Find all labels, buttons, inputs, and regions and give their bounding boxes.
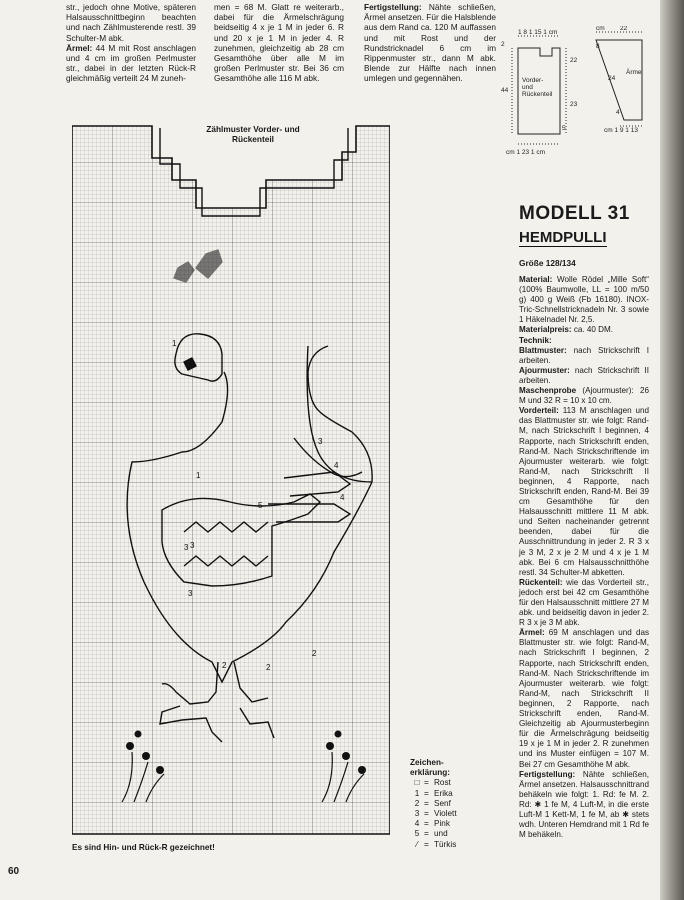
text-column-4 <box>519 275 649 840</box>
paragraph-text: ca. 40 DM. <box>571 325 614 335</box>
legend-symbol: 1 <box>414 788 420 798</box>
schematic-front-right-3: 5 <box>562 125 566 132</box>
chart-caption: Es sind Hin- und Rück-R gezeichnet! <box>72 843 215 852</box>
chart-number-label: 4 <box>340 493 345 502</box>
paragraph-text: (Ajourmuster): 26 M und 32 R = 10 x 10 cm. <box>519 386 649 406</box>
paragraph-heading: Rückenteil: <box>519 577 563 587</box>
legend-equals: = <box>424 829 429 839</box>
schematic-drawing <box>500 26 660 166</box>
legend-item <box>410 809 500 819</box>
paragraph <box>519 628 649 769</box>
paragraph-heading: Ajourmuster: <box>519 365 570 375</box>
paragraph-text: 44 M mit Rost anschlagen und 4 cm im großen Perlmuster str., dabei in der letzten Rück-R gleichmäßig verteilt 24 M zuneh- <box>66 42 196 84</box>
paragraph <box>519 366 649 386</box>
legend-heading-2: erklärung: <box>410 768 451 778</box>
paragraph <box>519 346 649 366</box>
model-number: MODELL 31 <box>519 203 630 224</box>
legend-label: Senf <box>434 798 451 808</box>
legend-label: Türkis <box>434 839 457 849</box>
chart-number-label: 4 <box>334 461 339 470</box>
paragraph-heading: Materialpreis: <box>519 325 572 335</box>
schematic-sleeve-top-value: 22 <box>620 26 628 32</box>
schematic-sleeve-top-unit: cm <box>596 26 605 32</box>
paragraph-text: str., jedoch ohne Motive, späteren Halsausschnittbeginn beachten und nach Zählmusterende restl. 39 Schulter-M abk. <box>66 2 196 43</box>
schematic-front-right-2: 23 <box>570 101 578 108</box>
paragraph-text: nach Strickschrift I arbeiten. <box>519 345 649 365</box>
paragraph <box>364 2 496 84</box>
paragraph-heading: Fertigstellung: <box>519 769 576 779</box>
paragraph <box>66 2 196 43</box>
legend-label: Violett <box>434 809 457 819</box>
legend-label: Rost <box>434 778 451 788</box>
legend-item <box>410 799 500 809</box>
legend-symbol: 5 <box>414 829 420 839</box>
schematic-front-left-2: 44 <box>501 87 509 94</box>
model-size: Größe 128/134 <box>519 258 576 268</box>
paragraph <box>214 2 344 84</box>
legend-equals: = <box>424 809 429 819</box>
text-column-2 <box>214 2 344 84</box>
paragraph-heading: Material: <box>519 275 553 284</box>
paragraph-heading: Blattmuster: <box>519 345 567 355</box>
paragraph <box>519 406 649 578</box>
binding-spine <box>660 0 684 900</box>
text-column-1 <box>66 2 196 84</box>
legend-equals: = <box>424 839 429 849</box>
chart-grid <box>72 122 390 842</box>
chart-number-label: 3 <box>318 437 323 446</box>
legend-equals: = <box>424 798 429 808</box>
paragraph-text: 113 M anschlagen und das Blattmuster str. wie folgt: Rand-M, nach Strickschrift I beginnen, 4 Rapporte, nach Strickschrift enden, Rand-M. Nach Strickschriftende im Ajourmuster weiterarb. wie folgt: Rand-M, nach Strickschrift II beginnen, 4 Rapporte, nach Strickschrift enden, Rand-M. Bei 39 cm Gesamthöhe für den Halsausschnitt mittlere 11 M abk. und Seiten nacheinander getrennt beenden, dabei für die Ausschnittrundung in jeder 2. R 3 x je 3 M, 2 x je 2 M und 4 x je 1 M abk. Bei 6 cm Halsausschnitthöhe restl. 34 Schulter-M abketten. <box>519 406 649 577</box>
legend-label: Pink <box>434 819 450 829</box>
paragraph-text: Wolle Rödel „Mille Soft“ (100% Baumwolle, LL = 100 m/50 g) 400 g Weiß (Fb 16180). INOX-Tric-Schnellstricknadeln Nr. 3 sowie 1 Häkelnadel Nr. 2,5. <box>519 275 649 325</box>
chart-number-label: 3 <box>190 541 195 550</box>
schematic-front-bottom: cm 1 23 1 cm <box>506 149 546 156</box>
schematic-front-label-1: Vorder- <box>522 77 544 84</box>
chart-number-label: 3 <box>188 589 193 598</box>
text-column-3 <box>364 2 496 84</box>
legend-symbol: □ <box>414 778 420 788</box>
legend-symbol: ⁄ <box>416 839 418 849</box>
schematic-front-label-2: und <box>522 84 533 91</box>
garment-schematic <box>500 26 660 171</box>
paragraph-text: wie das Vorderteil str., jedoch erst bei 42 cm Gesamthöhe für den Halsausschnitt mittlere 27 M abk. und beidseitig davon in jeder 2. R 3 x je 3 M abk. <box>519 577 649 628</box>
paragraph-heading: Vorderteil: <box>519 406 559 416</box>
schematic-sleeve-label: Ärmel <box>626 69 643 76</box>
legend-heading-1: Zeichen- <box>410 758 444 767</box>
legend-equals: = <box>424 819 429 829</box>
chart-number-label: 2 <box>266 663 271 672</box>
schematic-front-left-1: 2 <box>501 41 505 48</box>
paragraph-heading: Ärmel: <box>66 42 93 53</box>
page-number: 60 <box>8 866 20 877</box>
chart-legend <box>410 758 500 850</box>
legend-item <box>410 789 500 799</box>
paragraph <box>519 275 649 325</box>
legend-label: Erika <box>434 788 453 798</box>
paragraph-text: 69 M anschlagen und das Blattmuster str. wie folgt: Rand-M, nach Strickschrift I beginnen, 2 Rapporte, nach Strickschrift enden, Rand-M. Nach Strickschriftende im Ajourmuster weiterarb. wie folgt: Rand-M, nach Strickschrift II beginnen, 2 Rapporte, nach Strickschrift enden, Rand-M. Gleichzeitig ab Ajourmusterbeginn für die Ärmelschrägung beidseitig 19 x je 1 M in jeder 2. R zunehmen und ins Muster einfügen = 107 M. Bei 27 cm Gesamthöhe M abk. <box>519 628 649 769</box>
paragraph-heading: Technik: <box>519 335 552 345</box>
knitting-chart <box>72 122 390 847</box>
chart-title <box>198 124 308 144</box>
schematic-front-right-1: 22 <box>570 57 578 64</box>
legend-symbol: 4 <box>414 819 420 829</box>
model-name: HEMDPULLI <box>519 229 607 246</box>
chart-number-label: 5 <box>258 501 263 510</box>
legend-symbol: 3 <box>414 809 420 819</box>
paragraph <box>66 43 196 84</box>
chart-number-label: 1 <box>196 471 201 480</box>
paragraph-text: men = 68 M. Glatt re weiterarb., dabei für die Ärmelschrägung beidseitig 4 x je 1 M in jeder 6. R und 20 x je 1 M in jeder 4. R zunehmen, gleichzeitig ab 28 cm Gesamthöhe über alle M im großen Perlmuster str. Bei 36 cm Gesamthöhe alle 116 M abk. <box>214 2 344 84</box>
legend-item <box>410 829 500 839</box>
paragraph <box>519 336 649 346</box>
paragraph-text: nach Strickschrift II arbeiten. <box>519 365 649 385</box>
paragraph-heading: Maschenprobe <box>519 386 577 396</box>
schematic-front-top: 1 8 1 15 1 cm <box>518 29 558 36</box>
schematic-sleeve-left-3: 4 <box>616 109 620 116</box>
schematic-sleeve-bottom: cm 1 9 1 13 <box>604 127 638 134</box>
legend-equals: = <box>424 778 429 788</box>
paragraph-text: Nähte schließen, Ärmel ansetzen. Für die Halsblende aus dem Rand ca. 120 M auffassen und mit Rost und der Rundstricknadel 6 cm im Rippenmuster str., dann M abk. Blende zur Hälfte nach innen umlegen und gegennähen. <box>364 2 496 84</box>
paragraph-text: Nähte schließen, Ärmel ansetzen. Halsausschnittrand behäkeln wie folgt: 1. Rd: fe M. 2. Rd: ✱ 1 fe M, 4 Luft-M, in die erste Luft-M 1 Kett-M, 1 fe M, ab ✱ stets wdh. Unteren Hemdrand mit 1 Rd fe M behäkeln. <box>519 769 649 840</box>
legend-equals: = <box>424 788 429 798</box>
schematic-sleeve-left-2: 24 <box>608 75 616 82</box>
paragraph-heading: Ärmel: <box>519 628 545 638</box>
chart-number-label: 1 <box>172 339 177 348</box>
legend-item <box>410 778 500 788</box>
paragraph <box>519 386 649 406</box>
schematic-front-label-3: Rückenteil <box>522 91 553 98</box>
schematic-sleeve-left-1: 8 <box>596 43 600 50</box>
legend-item <box>410 819 500 829</box>
paragraph <box>519 578 649 628</box>
legend-item <box>410 840 500 850</box>
paragraph <box>519 325 649 335</box>
chart-number-label: 2 <box>222 661 227 670</box>
paragraph-heading: Fertigstellung: <box>364 2 422 12</box>
paragraph <box>519 770 649 841</box>
legend-label: und <box>434 829 448 839</box>
chart-title-line1: Zählmuster Vorder- und <box>206 124 300 134</box>
chart-number-label: 2 <box>312 649 317 658</box>
chart-number-label: 3 <box>184 543 189 552</box>
chart-title-line2: Rückenteil <box>232 134 274 144</box>
legend-symbol: 2 <box>414 798 420 808</box>
